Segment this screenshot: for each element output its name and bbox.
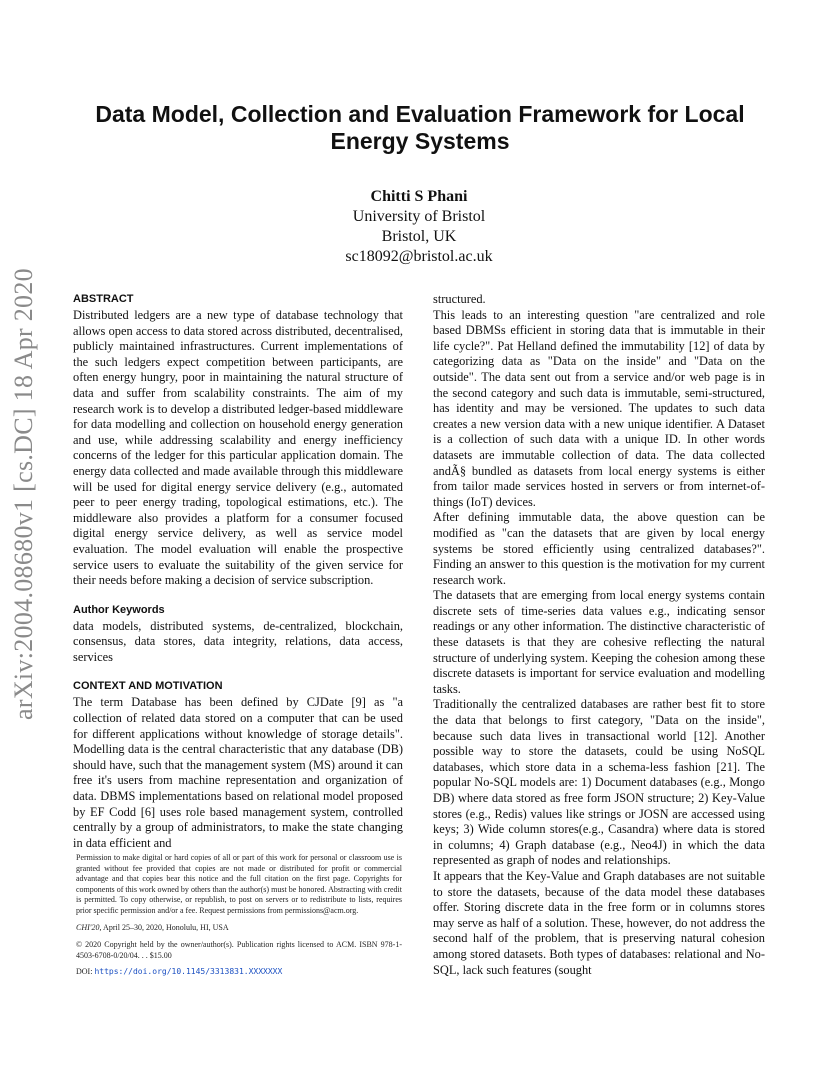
copyright-footnote	[76, 853, 402, 978]
venue-details: April 25–30, 2020, Honolulu, HI, USA	[101, 922, 229, 932]
venue-line	[76, 923, 402, 934]
author-location: Bristol, UK	[381, 228, 457, 245]
paper-title: Data Model, Collection and Evaluation Framework for Local Energy Systems	[95, 101, 745, 154]
doi-link[interactable]: https://doi.org/10.1145/3313831.XXXXXXX	[94, 967, 283, 977]
keywords-text: data models, distributed systems, de-centralized, blockchain, consensus, data stores, data integrity, relations, data access, services	[73, 618, 403, 664]
right-paragraph-6: It appears that the Key-Value and Graph databases are not suitable to store the datasets, because of the data model these databases offer. Storing discrete data in the free form or in columns stores may serve as half of a solution. These, however, do not address the second half of the problem, that is preserving natural cohesion among stored datasets. Both types of databases: relational and No-SQL, lack such features (sought	[433, 868, 765, 977]
author-name: Chitti S Phani	[370, 188, 468, 205]
right-paragraph-4: The datasets that are emerging from local energy systems contain discrete sets of time-series data values e.g., indicating sensor readings or any other information. The distinctive characteristic of these datasets is that they are cohesive reflecting the natural structure of underlying system. Keeping the cohesion among these discrete datasets is important for service evaluation and modelling tasks.	[433, 588, 765, 696]
permission-notice: Permission to make digital or hard copies of all or part of this work for personal or classroom use is granted without fee provided that copies are not made or distributed for profit or commercial advantage and that copies bear this notice and the full citation on the first page. Copyrights for components of this work owned by others than the author(s) must be honored. Abstracting with credit is permitted. To copy otherwise, or republish, to post on servers or to redistribute to lists, requires prior specific permission and/or a fee. Request permissions from permissions@acm.org.	[76, 853, 402, 915]
right-column	[433, 292, 765, 978]
right-paragraph-5: Traditionally the centralized databases are rather best fit to store the data that belongs to first category, "Data on the inside", because such data lives in transactional world [12]. Another possible way to store the datasets, could be using NoSQL databases, which store data in a schema-less fashion [21]. The popular No-SQL models are: 1) Document databases (e.g., Mongo DB) where data stored as free form JSON structure; 2) Key-Value stores (e.g., Redis) values like strings or JOSN are accessed using keys; 3) Wide column stores(e.g., Casandra) where data is stored in columns; 4) Graph database (e.g., Neo4J) in which the data represented as graph of nodes and relationships.	[433, 697, 765, 868]
author-email: sc18092@bristol.ac.uk	[345, 248, 493, 265]
arxiv-id-text: arXiv:2004.08680v1 [cs.DC] 18 Apr 2020	[9, 268, 39, 720]
arxiv-stamp	[2, 268, 46, 720]
author-affiliation: University of Bristol	[352, 208, 486, 225]
abstract-heading: ABSTRACT	[73, 293, 134, 305]
right-paragraph-3: After defining immutable data, the above question can be modified as "can the datasets that are given by local energy systems be stored efficiently using centralized databases?". Finding an answer to this question is the motivation for my current research work.	[433, 510, 765, 587]
right-paragraph-1: structured.	[433, 292, 486, 306]
left-column	[73, 292, 403, 851]
right-paragraph-2: This leads to an interesting question "are centralized and role based DBMSs efficient in storing data that is immutable in their life cycle?". Pat Helland defined the immutability [12] of data by categorizing data as "Data on the inside" and "Data on the outside". The data sent out from a service and/or web page is in the second category and such data is immutable, semi-structured, has identity and may be versioned. The updates to such data creates a new version data with a new unique identifier. A Dataset is a collection of such data with a unique ID. In other words datasets are immutable collection of data. The data collected andÃ§ bundled as datasets from local energy systems is either from tailor made services hosted in servers or from internet-of-things (IoT) devices.	[433, 307, 765, 509]
venue-name: CHI'20,	[76, 922, 102, 932]
copyright-notice: © 2020 Copyright held by the owner/author(s). Publication rights licensed to ACM. ISBN 978-1-4503-6708-0/20/04. . . $15.00	[76, 940, 402, 960]
doi-line	[76, 967, 402, 978]
context-text: The term Database has been defined by CJDate [9] as "a collection of related data stored on a computer that can be used for different applications without knowledge of storage details". Modelling data is the central characteristic that any database (DB) should have, such that the management system (MS) around it can free it's users from machine representation and organization of data. DBMS implementations based on relational model proposed by EF Codd [6] uses role based management system, controlled centrally by a group of administrators, to make the state changing in data efficient and	[73, 695, 403, 850]
abstract-text: Distributed ledgers are a new type of database technology that allows open access to data stored across distributed, decentralised, publicly maintained infrastructures. Current implementations of the such ledgers expect competition between participants, are often energy hungry, poor in maintaining the natural structure of data and suffer from scalability constraints. The aim of my research work is to develop a distributed ledger-based middleware for data modelling and collection on household energy generation and use, while addressing scalability and energy inefficiency concerns of the ledger for this particular application domain. The energy data collected and made available through this middleware will be used for digital energy service delivery (e.g., automated peer to peer energy trading, topological estimations, etc.). The middleware also provides a platform for a consumer focused digital energy service delivery, as well as service model evaluation. The model evaluation will enable the prospective service users to evaluate the suitability of the given service for their needs before making a decision of service subscription.	[73, 308, 403, 588]
context-heading: CONTEXT AND MOTIVATION	[73, 680, 223, 693]
author-block	[214, 187, 624, 267]
keywords-heading: Author Keywords	[73, 603, 165, 616]
doi-label: DOI:	[76, 967, 95, 977]
